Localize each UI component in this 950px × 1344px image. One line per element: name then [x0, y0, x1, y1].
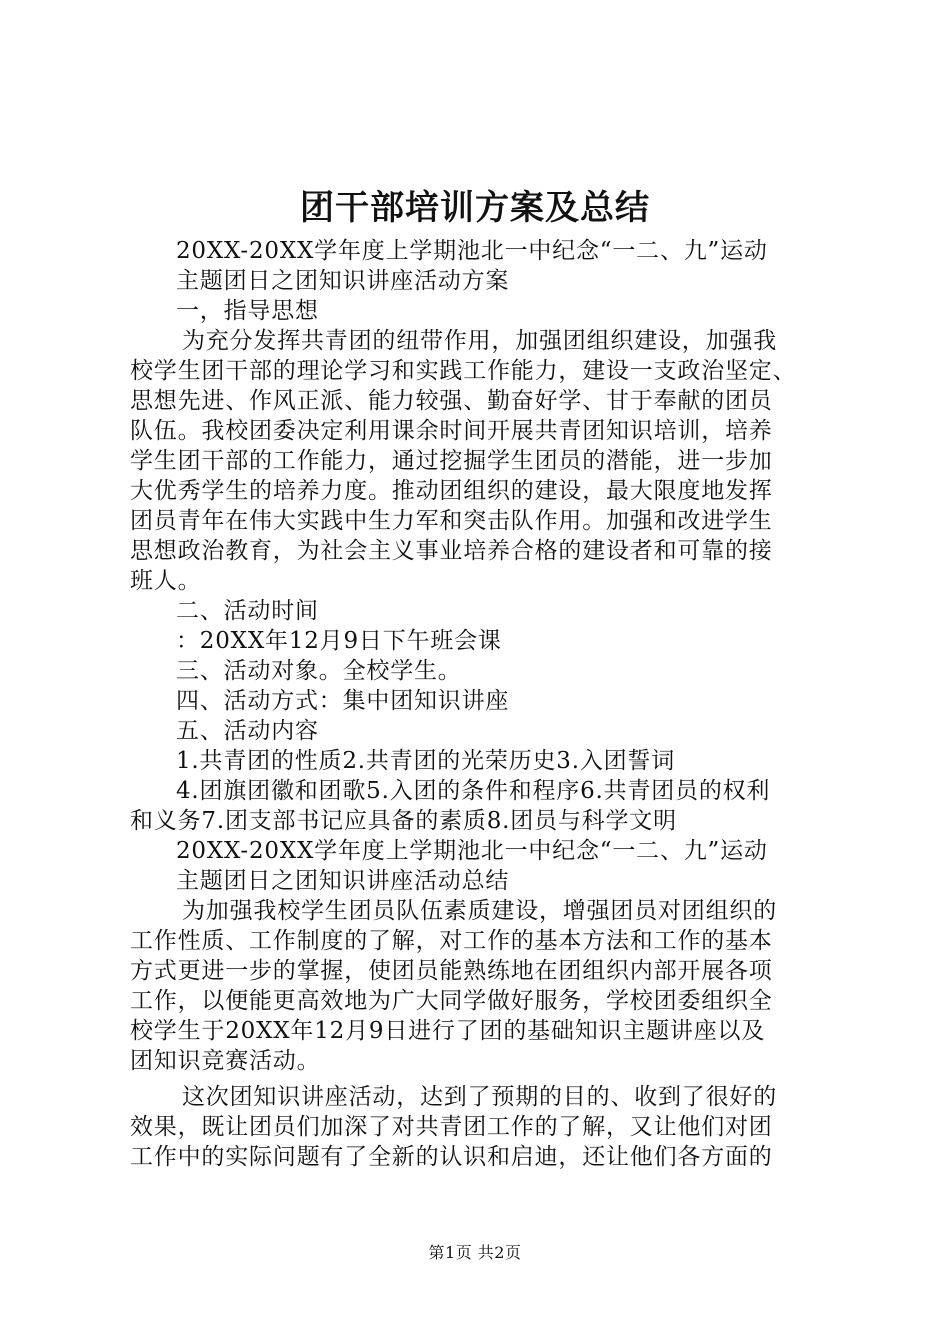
page-number: 第1页 共2页 — [428, 1243, 522, 1262]
paragraph-line: 这次团知识讲座活动，达到了预期的目的、收到了很好的 — [182, 1084, 777, 1110]
paragraph-line: 思想政治教育，为社会主义事业培养合格的建设者和可靠的接 — [130, 538, 773, 564]
section-heading: 一，指导思想 — [176, 298, 319, 324]
heading-line: 20XX-20XX学年度上学期池北一中纪念“一二、九”运动 — [176, 238, 768, 264]
paragraph-line: 为加强我校学生团员队伍素质建设，增强团员对团组织的 — [182, 898, 777, 924]
paragraph-line: 学生团干部的工作能力，通过挖掘学生团员的潜能，进一步加 — [130, 448, 773, 474]
paragraph-line: 团知识竞赛活动。 — [130, 1048, 321, 1074]
paragraph-line: 大优秀学生的培养力度。推动团组织的建设，最大限度地发挥 — [130, 478, 773, 504]
section-heading: 四、活动方式：集中团知识讲座 — [176, 688, 510, 714]
section-heading: 三、活动对象。全校学生。 — [176, 658, 462, 684]
section-line: ：20XX年12月9日下午班会课 — [176, 628, 502, 654]
list-line: 和义务7.团支部书记应具备的素质8.团员与科学文明 — [130, 808, 677, 834]
list-line: 1.共青团的性质2.共青团的光荣历史3.入团誓词 — [176, 748, 676, 774]
paragraph-line: 效果，既让团员们加深了对共青团工作的了解，又让他们对团 — [130, 1114, 773, 1140]
paragraph-line: 为充分发挥共青团的纽带作用，加强团组织建设，加强我 — [182, 328, 777, 354]
document-body — [130, 236, 830, 1172]
document-title: 团干部培训方案及总结 — [300, 188, 650, 228]
paragraph-line: 思想先进、作风正派、能力较强、勤奋好学、甘于奉献的团员 — [130, 388, 773, 414]
paragraph-line: 工作，以便能更高效地为广大同学做好服务，学校团委组织全 — [130, 988, 773, 1014]
section-heading: 二、活动时间 — [176, 598, 319, 624]
paragraph-line: 校学生于20XX年12月9日进行了团的基础知识主题讲座以及 — [130, 1018, 766, 1044]
paragraph-line: 工作性质、工作制度的了解，对工作的基本方法和工作的基本 — [130, 928, 773, 954]
paragraph-line: 工作中的实际问题有了全新的认识和启迪，还让他们各方面的 — [130, 1144, 773, 1170]
heading-line: 主题团日之团知识讲座活动总结 — [176, 868, 510, 894]
section-heading: 五、活动内容 — [176, 718, 319, 744]
paragraph-line: 队伍。我校团委决定利用课余时间开展共青团知识培训，培养 — [130, 418, 773, 444]
paragraph-line: 班人。 — [130, 568, 202, 594]
paragraph-line: 校学生团干部的理论学习和实践工作能力，建设一支政治坚定、 — [130, 358, 797, 384]
heading-line: 主题团日之团知识讲座活动方案 — [176, 268, 510, 294]
heading-line: 20XX-20XX学年度上学期池北一中纪念“一二、九”运动 — [176, 838, 768, 864]
paragraph-line: 团员青年在伟大实践中生力军和突击队作用。加强和改进学生 — [130, 508, 773, 534]
list-line: 4.团旗团徽和团歌5.入团的条件和程序6.共青团员的权利 — [176, 778, 771, 804]
paragraph-line: 方式更进一步的掌握，使团员能熟练地在团组织内部开展各项 — [130, 958, 773, 984]
